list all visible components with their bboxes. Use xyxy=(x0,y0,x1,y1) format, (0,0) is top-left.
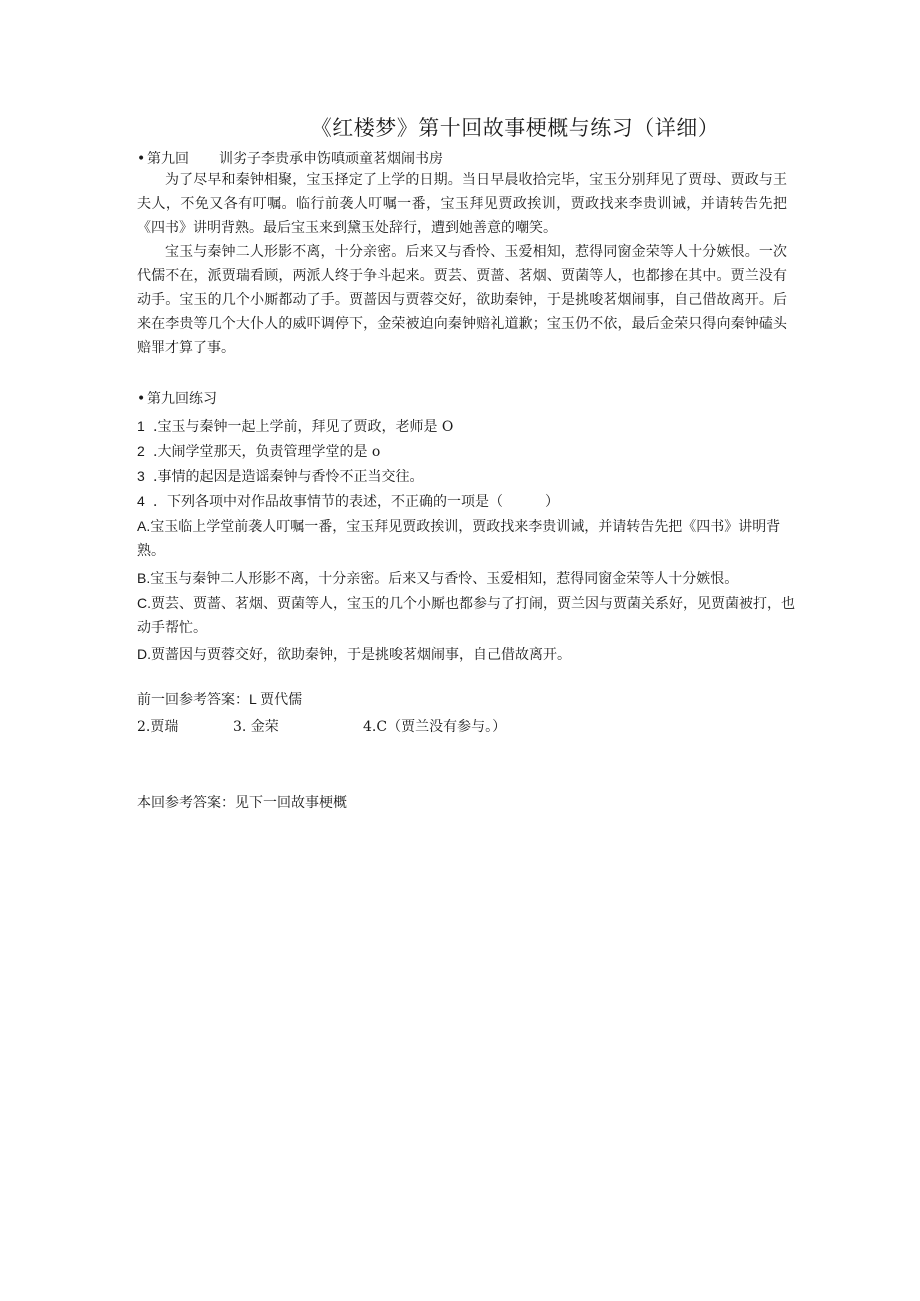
this-answers-line: 本回参考答案：见下一回故事梗概 xyxy=(137,795,347,811)
option-letter: A. xyxy=(137,518,151,534)
option-a xyxy=(137,514,797,563)
question-text: .大闹学堂那天，负责管理学堂的是 o xyxy=(153,444,381,460)
prev-answer-2: 2.贾瑞 xyxy=(137,719,179,735)
question-number: 3 xyxy=(137,468,145,484)
question-3 xyxy=(137,466,423,486)
question-text: .宝玉与秦钟一起上学前，拜见了贾政，老师是 O xyxy=(153,419,454,435)
option-text: 宝玉临上学堂前袭人叮嘱一番，宝玉拜见贾政挨训，贾政找来李贵训诫，并请转告先把《四书》讲明背熟。 xyxy=(137,519,781,559)
option-b xyxy=(137,566,797,591)
option-text: 贾蔷因与贾蓉交好，欲助秦钟，于是挑唆茗烟闹事，自己借故离开。 xyxy=(151,647,571,663)
option-c xyxy=(137,591,797,640)
option-letter: C. xyxy=(137,595,151,611)
exercise-heading xyxy=(137,388,217,408)
question-text: ．下列各项中对作品故事情节的表述，不正确的一项是（ ） xyxy=(153,494,559,510)
exercise-label: 第九回练习 xyxy=(147,391,217,407)
bullet-icon: • xyxy=(137,391,146,407)
prev-answers-line-1 xyxy=(137,689,302,709)
chapter-label: 第九回 xyxy=(147,151,189,167)
option-letter: B. xyxy=(137,570,151,586)
option-text: 贾芸、贾蔷、茗烟、贾菌等人，宝玉的几个小厮也都参与了打闹，贾兰因与贾菌关系好，见贾菌被打，也动手帮忙。 xyxy=(137,596,795,636)
prev-answer-4: 4.C（贾兰没有参与。） xyxy=(363,719,507,735)
bullet-icon: • xyxy=(137,151,146,167)
prev-answers-label: 前一回参考答案： xyxy=(137,692,249,708)
option-text: 宝玉与秦钟二人形影不离，十分亲密。后来又与香怜、玉爱相知，惹得同窗金荣等人十分嫉恨。 xyxy=(150,571,739,587)
question-number: 4 xyxy=(137,493,145,509)
option-letter: D. xyxy=(137,646,151,662)
summary-paragraph-1: 为了尽早和秦钟相聚，宝玉择定了上学的日期。当日早晨收拾完毕，宝玉分别拜见了贾母、贾政与王夫人，不免又各有叮嘱。临行前袭人叮嘱一番，宝玉拜见贾政挨训，贾政找来李贵训诫，并请转告先把《四书》讲明背熟。最后宝玉来到黛玉处辞行，遭到她善意的嘲笑。 xyxy=(137,172,787,236)
question-number: 1 xyxy=(137,418,145,434)
question-text: .事情的起因是造谣秦钟与香怜不正当交往。 xyxy=(153,469,424,485)
question-1 xyxy=(137,416,453,436)
summary-paragraph-2: 宝玉与秦钟二人形影不离，十分亲密。后来又与香怜、玉爱相知，惹得同窗金荣等人十分嫉恨。一次代儒不在，派贾瑞看顾，两派人终于争斗起来。贾芸、贾蔷、茗烟、贾菌等人，也都掺在其中。贾兰没有动手。宝玉的几个小厮都动了手。贾蔷因与贾蓉交好，欲助秦钟，于是挑唆茗烟闹事，自己借故离开。后来在李贵等几个大仆人的威吓调停下，金荣被迫向秦钟赔礼道歉；宝玉仍不依，最后金荣只得向秦钟磕头赔罪才算了事。 xyxy=(137,244,787,356)
chapter-subtitle: 训劣子李贵承申饬嗔顽童茗烟闹书房 xyxy=(219,151,443,167)
question-number: 2 xyxy=(137,443,145,459)
option-d xyxy=(137,642,797,667)
prev-answer-3: 3. 金荣 xyxy=(233,719,279,735)
prev-answers-line-2 xyxy=(137,716,506,736)
chapter-heading xyxy=(137,148,443,168)
prev-answer-1: L 贾代儒 xyxy=(249,691,303,707)
question-4 xyxy=(137,491,559,511)
document-title: 《红楼梦》第十回故事梗概与练习（详细） xyxy=(310,116,720,140)
question-2 xyxy=(137,441,380,461)
